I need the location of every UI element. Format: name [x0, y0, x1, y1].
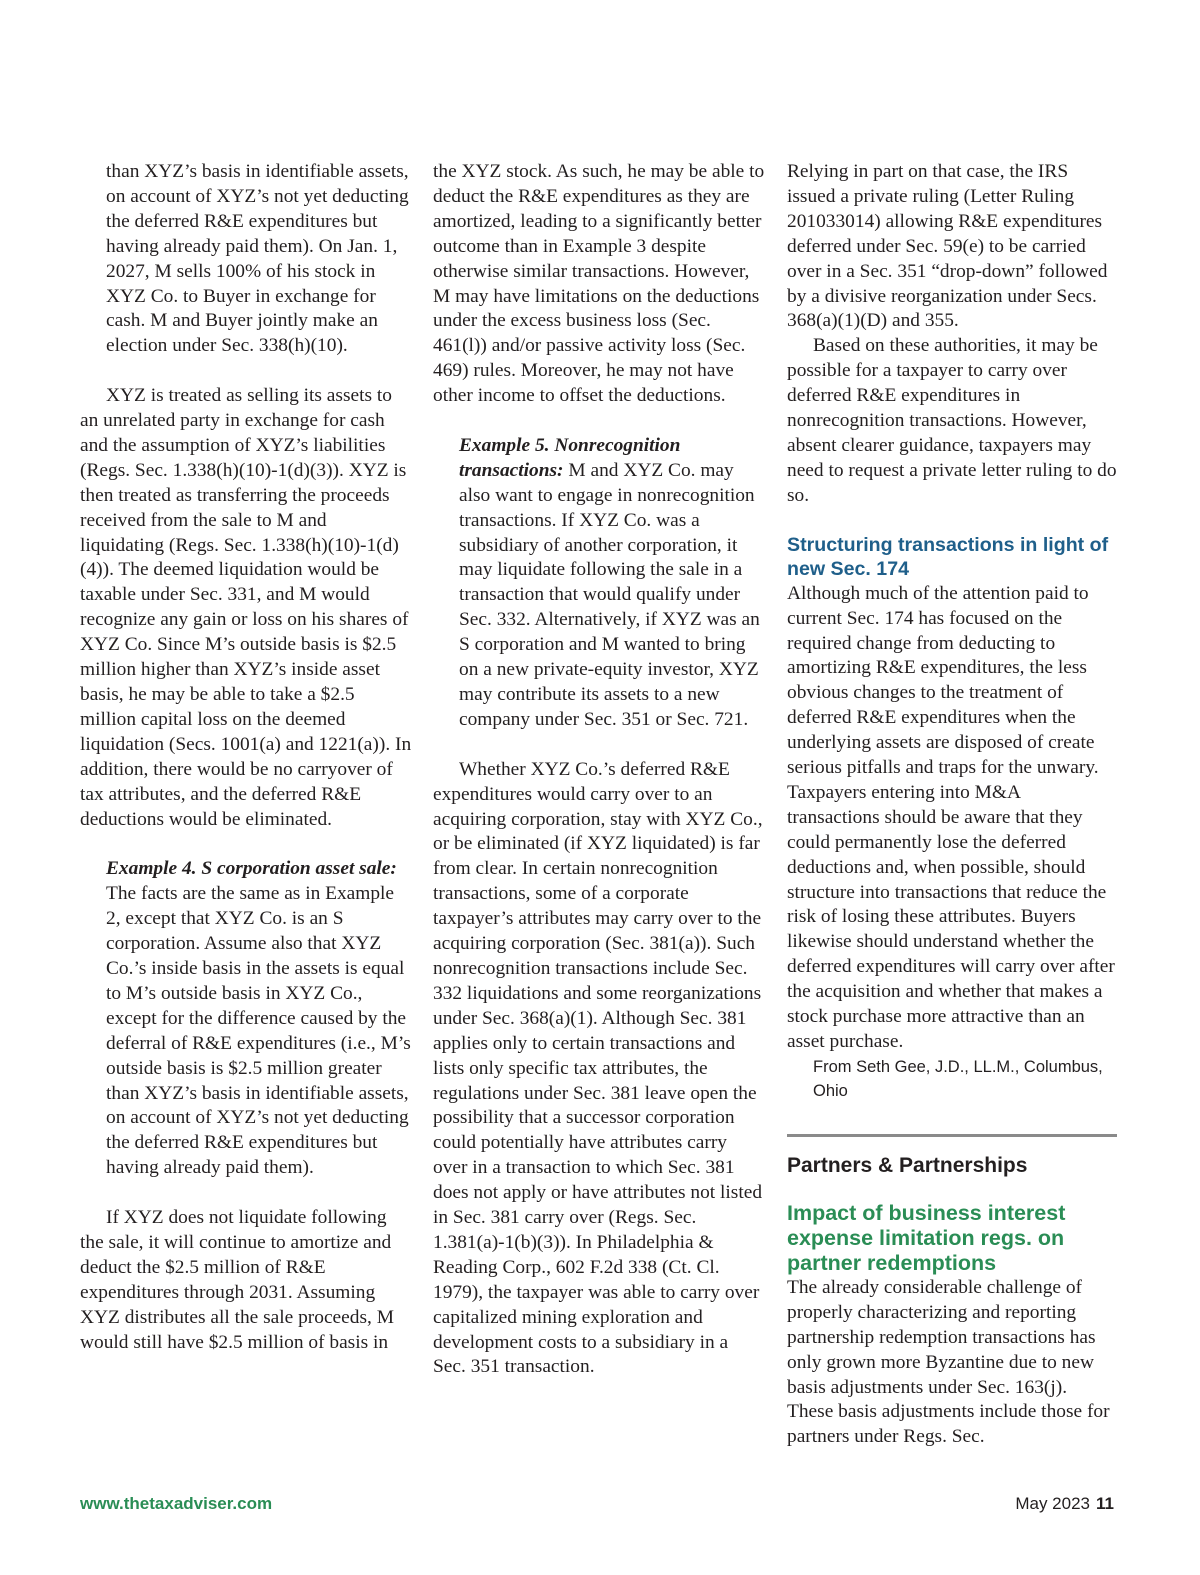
paragraph-example5	[433, 434, 765, 733]
article-column-2	[433, 160, 765, 1380]
paragraph-if-xyz: If XYZ does not liquidate following the sale, it will continue to amortize and deduct the $2.5 million of R&E expenditures through 2031. Assuming XYZ distributes all the sale proceeds, M would still have $2.5 million of basis in	[80, 1207, 394, 1353]
paragraph-xyz-stock: the XYZ stock. As such, he may be able to deduct the R&E expenditures as they are amortized, leading to a significantly better outcome than in Example 3 despite otherwise similar transactions. However, M may have limitations on the deductions under the excess business loss (Sec. 461(l)) and/or passive activity loss (Sec. 469) rules. Moreover, he may not have other income to offset the deductions.	[433, 161, 765, 407]
page-number: 11	[1096, 1494, 1114, 1513]
example4-title: Example 4. S corporation asset sale:	[106, 858, 397, 880]
paragraph-example4	[80, 857, 412, 1181]
footer-date: May 2023	[1015, 1494, 1091, 1513]
paragraph-xyz-treated: XYZ is treated as selling its assets to an unrelated party in exchange for cash and the assumption of XYZ’s liabilities (Regs. Sec. 1.338(h)(10)-1(d)(3)). XYZ is then treated as transferring the proceeds received from the sale to M and liquidating (Regs. Sec. 1.338(h)(10)-1(d)(4)). The deemed liquidation would be taxable under Sec. 331, and M would recognize any gain or loss on his shares of XYZ Co. Since M’s outside basis is $2.5 million higher than XYZ’s inside asset basis, he may be able to take a $2.5 million capital loss on the deemed liquidation (Secs. 1001(a) and 1221(a)). In addition, there would be no carryover of tax attributes, and the deferred R&E deductions would be eliminated.	[80, 385, 412, 830]
section-divider	[787, 1134, 1117, 1137]
example5-title: Example 5. Nonrecognition transactions:	[459, 434, 681, 481]
article-column-1	[80, 160, 412, 1355]
footer-date-page	[1015, 1494, 1114, 1514]
subheading-structuring: Structuring transactions in light of new Sec. 174	[787, 533, 1109, 581]
paragraph-whether-xyz: Whether XYZ Co.’s deferred R&E expenditures would carry over to an acquiring corporation, stay with XYZ Co., or be eliminated (if XYZ liquidated) is far from clear. In certain nonrecognition transactions, some of a corporate taxpayer’s attributes may carry over to the acquiring corporation (Sec. 381(a)). Such nonrecognition transactions include Sec. 332 liquidations and some reorganizations under Sec. 368(a)(1). Although Sec. 381 applies only to certain transactions and lists only specific tax attributes, the regulations under Sec. 381 leave open the possibility that a successor corporation could potentially have attributes carry over in a transaction to which Sec. 381 does not apply or have attributes not listed in Sec. 381 carry over (Regs. Sec. 1.381(a)-1(b)(3)). In Philadelphia & Reading Corp., 602 F.2d 338 (Ct. Cl. 1979), the taxpayer was able to carry over capitalized mining exploration and development costs to a subsidiary in a Sec. 351 transaction.	[433, 758, 763, 1378]
article-column-3	[787, 160, 1117, 1450]
subheading-impact: Impact of business interest expense limitation regs. on partner redemptions	[787, 1200, 1066, 1275]
paragraph-already-considerable: The already considerable challenge of properly characterizing and reporting partnership redemption transactions has only grown more Byzantine due to new basis adjustments under Sec. 163(j). These basis adjustments include those for partners under Regs. Sec.	[787, 1276, 1110, 1448]
paragraph-relying: Relying in part on that case, the IRS issued a private ruling (Letter Ruling 201033014) allowing R&E expenditures deferred under Sec. 59(e) to be carried over in a Sec. 351 “drop-down” followed by a divisive reorganization under Secs. 368(a)(1)(D) and 355.	[787, 161, 1108, 332]
paragraph-example3-continued: than XYZ’s basis in identifiable assets, on account of XYZ’s not yet deducting the deferred R&E expenditures but having already paid them). On Jan. 1, 2027, M sells 100% of his stock in XYZ Co. to Buyer in exchange for cash. M and Buyer jointly make an election under Sec. 338(h)(10).	[106, 161, 409, 357]
section-heading-partners: Partners & Partnerships	[787, 1153, 1028, 1177]
footer-url: www.thetaxadviser.com	[80, 1494, 273, 1513]
paragraph-although: Although much of the attention paid to current Sec. 174 has focused on the required change from deducting to amortizing R&E expenditures, the less obvious changes to the treatment of deferred R&E expenditures when the underlying assets are disposed of create serious pitfalls and traps for the unwary. Taxpayers entering into M&A transactions should be aware that they could permanently lose the deferred deductions and, when possible, should structure into transactions that reduce the risk of losing these attributes. Buyers likewise should understand whether the deferred expenditures will carry over after the acquisition and whether that makes a stock purchase more attractive than an asset purchase.	[787, 582, 1115, 1052]
example5-body: M and XYZ Co. may also want to engage in nonrecognition transactions. If XYZ Co. was a subsidiary of another corporation, it may liquidate following the sale in a transaction that would qualify under Sec. 332. Alternatively, if XYZ was an S corporation and M wanted to bring on a new private-equity investor, XYZ may contribute its assets to a new company under Sec. 351 or Sec. 721.	[459, 459, 760, 730]
example4-body: The facts are the same as in Example 2, except that XYZ Co. is an S corporation. Assume also that XYZ Co.’s inside basis in the assets is equal to M’s outside basis in XYZ Co., except for the difference caused by the deferral of R&E expenditures (i.e., M’s outside basis is $2.5 million greater than XYZ’s basis in identifiable assets, on account of XYZ’s not yet deducting the deferred R&E expenditures but having already paid them).	[106, 883, 411, 1179]
paragraph-based-on: Based on these authorities, it may be possible for a taxpayer to carry over deferred R&E expenditures in nonrecognition transactions. However, absent clearer guidance, taxpayers may need to request a private letter ruling to do so.	[787, 335, 1117, 506]
author-byline: From Seth Gee, J.D., LL.M., Columbus, Ohio	[813, 1057, 1103, 1101]
